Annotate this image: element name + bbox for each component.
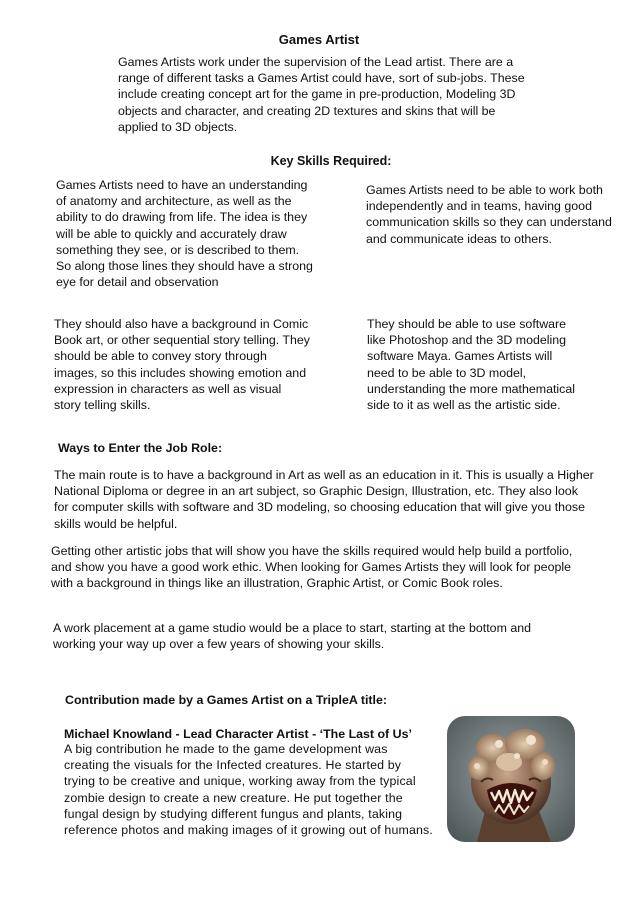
infected-creature-image: [447, 716, 575, 842]
intro-paragraph: Games Artists work under the supervision of the Lead artist. There are a range of different tasks a Games Artist could have, sort of sub-jobs. These include creating concept art for the game in pre-production, Modeling 3D objects and character, and creating 2D textures and skins that will be applied to 3D objects.: [118, 55, 525, 134]
contribution-heading: Contribution made by a Games Artist on a TripleA title:: [65, 693, 387, 707]
skill-anatomy-drawing: Games Artists need to have an understanding of anatomy and architecture, as well as the ability to do drawing from life. The idea is they will be able to quickly and accurately draw something they see, or is described to them. So along those lines they should have a strong eye for detail and observation: [56, 178, 313, 290]
key-skills-heading: Key Skills Required:: [270, 154, 392, 168]
ways-paragraph-education: The main route is to have a background in Art as well as an education in it. This is usually a Higher National Diploma or degree in an art subject, so Graphic Design, Illustration, etc. They also look for computer skills with software and 3D modeling, so choosing education that will give you those skills would be helpful.: [54, 468, 594, 531]
contribution-paragraph: A big contribution he made to the game development was creating the visuals for the Infected creatures. He started by trying to be creative and unique, working away from the typical zombie design to create a new creature. He put together the fungal design by studying different fungus and plants, taking reference photos and making images of it growing out of humans.: [64, 742, 433, 838]
skill-software: They should be able to use software like Photoshop and the 3D modeling software Maya. Games Artists will need to be able to 3D model, understanding the more mathematical side to it as well as the artistic side.: [367, 317, 576, 413]
infected-creature-illustration: [447, 716, 575, 842]
skill-teamwork: Games Artists need to be able to work both independently and in teams, having good communication skills so they can understand and communicate ideas to others.: [366, 183, 612, 246]
skill-comic-storytelling: They should also have a background in Comic Book art, or other sequential story telling. They should be able to convey story through images, so this includes showing emotion and expression in characters as well as visual story telling skills.: [54, 317, 310, 413]
page-title: Games Artist: [278, 32, 360, 47]
ways-paragraph-placement: A work placement at a game studio would be a place to start, starting at the bottom and working your way up over a few years of showing your skills.: [53, 621, 532, 652]
contributor-name: Michael Knowland - Lead Character Artist - ‘The Last of Us’: [64, 727, 412, 741]
ways-to-enter-heading: Ways to Enter the Job Role:: [58, 441, 223, 455]
ways-paragraph-portfolio: Getting other artistic jobs that will show you have the skills required would help build a portfolio, and show you have a good work ethic. When looking for Games Artists they will look for people with a background in things like an illustration, Graphic Artist, or Comic Book roles.: [51, 544, 573, 591]
